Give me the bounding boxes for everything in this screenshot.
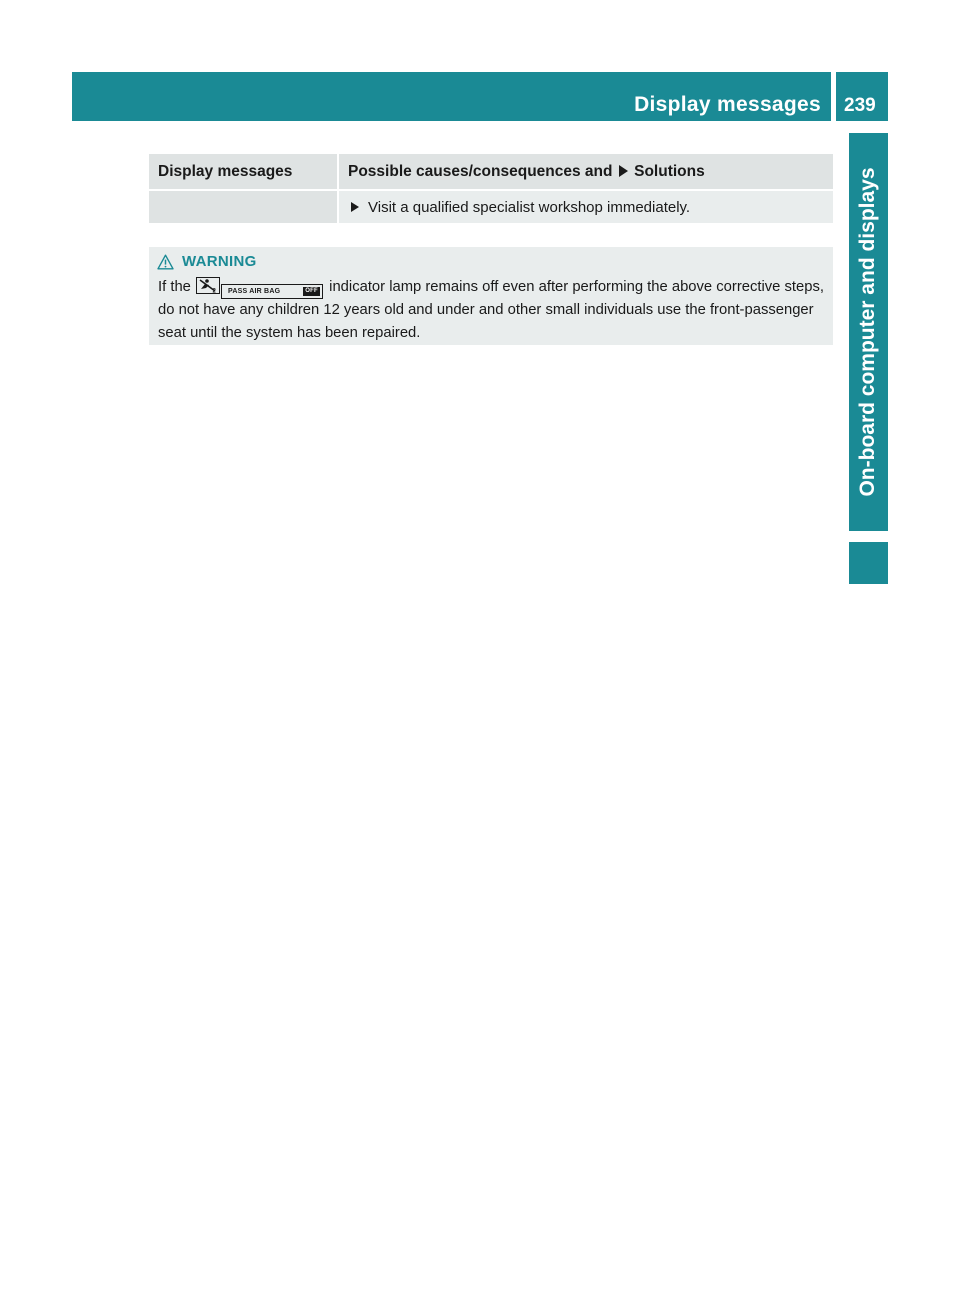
column-header-solutions — [338, 154, 833, 190]
chapter-tab-marker — [849, 542, 888, 584]
page-number: 239 — [844, 95, 876, 116]
table-cell-message — [149, 190, 338, 223]
warning-text — [158, 276, 828, 345]
column-header-messages: Display messages — [149, 154, 338, 190]
solution-text: Visit a qualified specialist workshop immediately. — [368, 198, 691, 216]
section-title: Display messages — [634, 93, 821, 116]
pass-airbag-off-lamp-icon: PASS AIR BAG OFF — [221, 284, 323, 299]
table-header-row — [149, 154, 833, 190]
warning-text-rest: indicator lamp remains off even after performing the above corrective steps, do not have any children 12 years old and under and other small individuals use the front-passenger seat until the system has been repaired. — [158, 279, 824, 341]
section-header-bar — [72, 72, 831, 121]
table-row — [149, 190, 833, 223]
page-number-box — [836, 72, 888, 121]
warning-heading — [157, 253, 257, 270]
column-header-causes-text: Possible causes/consequences and — [348, 163, 613, 180]
column-header-solutions-text: Solutions — [634, 163, 705, 180]
table-cell-solution — [338, 190, 833, 223]
warning-text-start: If the — [158, 279, 191, 295]
action-arrow-icon — [351, 202, 359, 212]
child-seat-airbag-icon — [196, 277, 220, 294]
warning-title: WARNING — [182, 253, 257, 270]
solutions-arrow-icon — [619, 165, 628, 177]
warning-box — [149, 247, 833, 345]
warning-triangle-icon — [157, 254, 174, 270]
svg-text:2: 2 — [212, 288, 216, 294]
display-messages-table — [149, 154, 833, 223]
chapter-tab-label: On-board computer and displays — [856, 167, 879, 497]
